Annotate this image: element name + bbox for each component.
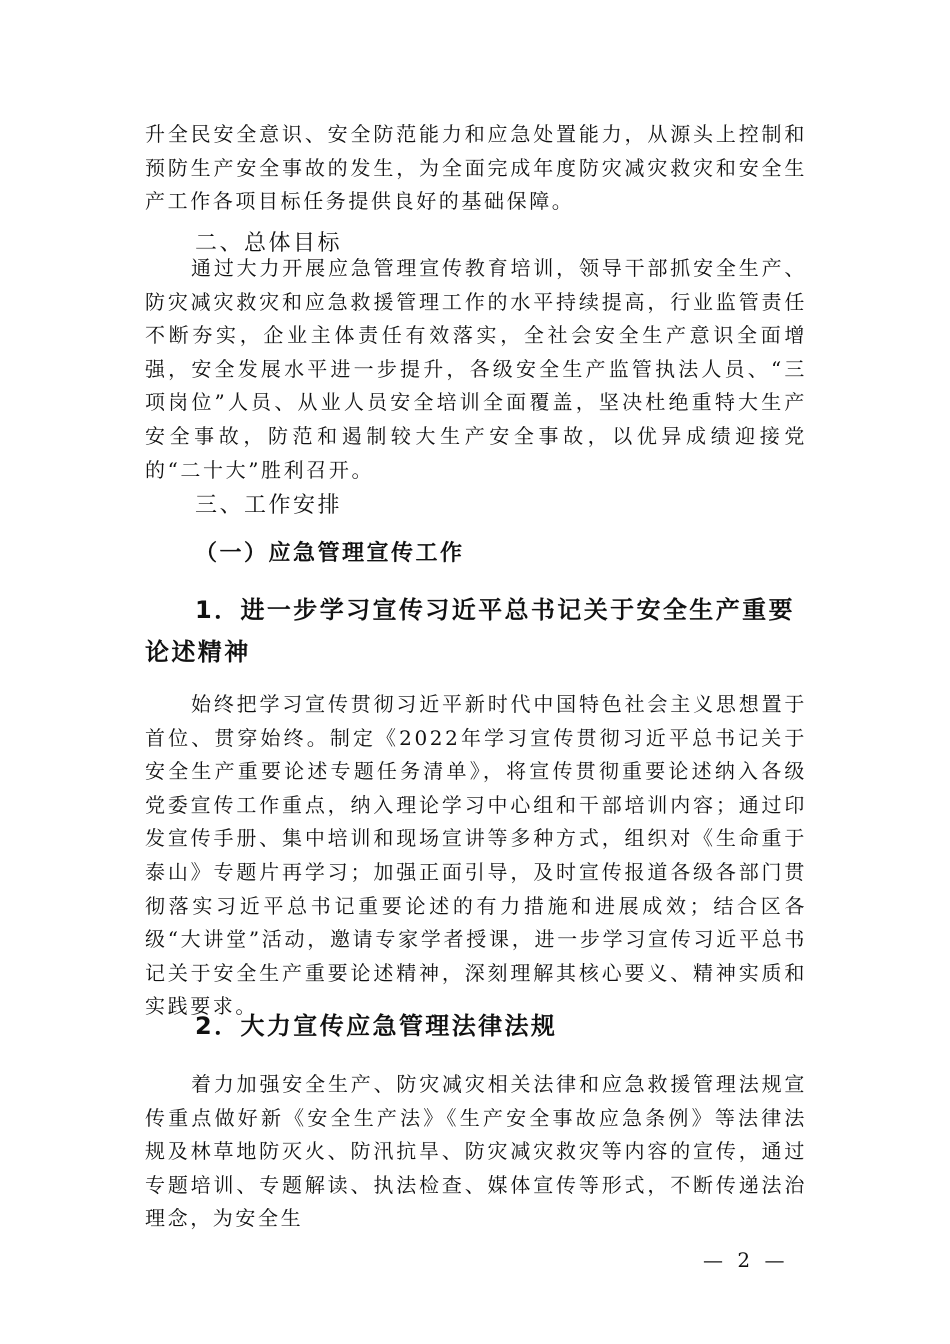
heading-item-1: 1．进一步学习宣传习近平总书记关于安全生产重要论述精神 [145,596,795,666]
paragraph-intro-continuation: 升全民安全意识、安全防范能力和应急处置能力，从源头上控制和预防生产安全事故的发生，为全面完成年度防灾减灾救灾和安全生产工作各项目标任务提供良好的基础保障。 [145,122,807,214]
paragraph-item-2: 着力加强安全生产、防灾减灾相关法律和应急救援管理法规宣传重点做好新《安全生产法》《生产安全事故应急条例》等法律法规及林草地防灭火、防汛抗旱、防灾减灾救灾等内容的宣传，通过专题培训、专题解读、执法检查、媒体宣传等形式，不断传递法治理念，为安全生 [145,1072,807,1231]
heading-publicity-work: （一）应急管理宣传工作 [195,541,465,566]
heading-work-arrangement: 三、工作安排 [195,493,343,518]
page-number: — 2 — [703,1248,789,1272]
heading-overall-goal: 二、总体目标 [195,231,343,256]
paragraph-overall-goal: 通过大力开展应急管理宣传教育培训，领导干部抓安全生产、防灾减灾救灾和应急救援管理工作的水平持续提高，行业监管责任不断夯实，企业主体责任有效落实，全社会安全生产意识全面增强，安全发展水平进一步提升，各级安全生产监管执法人员、“三项岗位”人员、从业人员安全培训全面覆盖，坚决杜绝重特大生产安全事故，防范和遏制较大生产安全事故，以优异成绩迎接党的“二十大”胜利召开。 [145,256,807,482]
paragraph-item-1: 始终把学习宣传贯彻习近平新时代中国特色社会主义思想置于首位、贯穿始终。制定《2022年学习宣传贯彻习近平总书记关于安全生产重要论述专题任务清单》，将宣传贯彻重要论述纳入各级党委宣传工作重点，纳入理论学习中心组和干部培训内容；通过印发宣传手册、集中培训和现场宣讲等多种方式，组织对《生命重于泰山》专题片再学习；加强正面引导，及时宣传报道各级各部门贯彻落实习近平总书记重要论述的有力措施和进展成效；结合区各级“大讲堂”活动，邀请专家学者授课，进一步学习宣传习近平总书记关于安全生产重要论述精神，深刻理解其核心要义、精神实质和实践要求。 [145,692,807,1019]
heading-item-2: 2．大力宣传应急管理法律法规 [195,1012,558,1040]
